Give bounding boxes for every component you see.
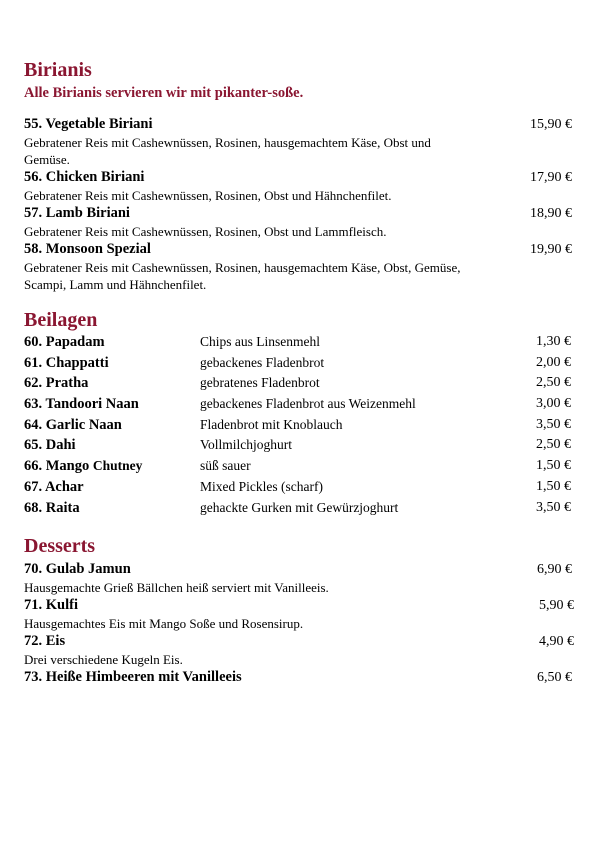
item-description: Drei verschiedene Kugeln Eis. <box>24 652 183 668</box>
menu-item <box>24 668 572 687</box>
item-name: 73. Heiße Himbeeren mit Vanilleeis <box>24 669 242 686</box>
item-name: 65. Dahi <box>24 437 76 454</box>
item-price: 6,50 € <box>537 670 572 686</box>
item-name: 56. Chicken Biriani <box>24 169 145 185</box>
item-name-main: 66. Mango <box>24 458 90 475</box>
item-price: 15,90 € <box>530 117 572 132</box>
item-description: Hausgemachtes Eis mit Mango Soße und Rosensirup. <box>24 616 304 632</box>
item-name <box>24 456 142 477</box>
side-item <box>24 353 572 374</box>
item-price: 6,90 € <box>537 562 572 578</box>
item-name: 61. Chappatti <box>24 354 109 371</box>
section-beilagen <box>24 308 572 518</box>
item-description: Gebratener Reis mit Cashewnüssen, Rosinen, hausgemachtem Käse, Obst, Gemüse, Scampi, Lamm und Hähnchenfilet. <box>24 260 461 292</box>
item-name: 71. Kulfi <box>24 597 78 614</box>
item-name: 64. Garlic Naan <box>24 416 122 433</box>
item-description: Hausgemachte Grieß Bällchen heiß serviert mit Vanilleeis. <box>24 580 329 596</box>
item-description: Gebratener Reis mit Cashewnüssen, Rosinen, Obst und Lammfleisch. <box>24 224 387 239</box>
item-name: 72. Eis <box>24 633 66 650</box>
section-birianis <box>24 58 572 293</box>
section-subtitle: Alle Birianis servieren wir mit pikanter-soße. <box>24 85 304 101</box>
menu-item <box>24 168 572 204</box>
side-item <box>24 477 572 498</box>
menu-item <box>24 240 572 293</box>
item-price: 18,90 € <box>530 206 572 221</box>
menu-item <box>24 632 572 668</box>
section-title: Desserts <box>24 535 96 558</box>
item-description: gebackenes Fladenbrot <box>200 354 325 370</box>
item-price: 3,00 € <box>536 396 571 412</box>
section-title: Birianis <box>24 59 92 81</box>
side-item <box>24 435 572 456</box>
section-title: Beilagen <box>24 309 98 331</box>
item-description: süß sauer <box>200 458 251 474</box>
item-description: Gebratener Reis mit Cashewnüssen, Rosinen, Obst und Hähnchenfilet. <box>24 188 392 203</box>
section-desserts <box>24 534 572 687</box>
item-price: 17,90 € <box>530 170 572 185</box>
item-name: 60. Papadam <box>24 334 105 350</box>
side-item <box>24 498 572 519</box>
item-price: 19,90 € <box>530 242 572 257</box>
item-name: 57. Lamb Biriani <box>24 205 130 221</box>
item-name-suffix: Chutney <box>92 458 143 474</box>
item-name: 70. Gulab Jamun <box>24 561 131 578</box>
item-description: Gebratener Reis mit Cashewnüssen, Rosinen, hausgemachtem Käse, Obst und Gemüse. <box>24 135 431 167</box>
item-price: 3,50 € <box>536 499 571 515</box>
item-name: 63. Tandoori Naan <box>24 396 139 413</box>
item-price: 2,50 € <box>536 437 571 453</box>
menu-item <box>24 596 572 632</box>
item-price: 1,30 € <box>536 334 571 349</box>
item-name: 68. Raita <box>24 499 80 516</box>
item-price: 5,90 € <box>539 598 574 614</box>
item-name: 55. Vegetable Biriani <box>24 116 153 132</box>
item-name: 67. Achar <box>24 478 84 495</box>
item-price: 1,50 € <box>536 478 571 494</box>
side-item <box>24 415 572 436</box>
item-name: 58. Monsoon Spezial <box>24 241 151 257</box>
item-description: Mixed Pickles (scharf) <box>200 478 323 494</box>
item-price: 2,50 € <box>536 375 571 391</box>
item-description: Chips aus Linsenmehl <box>200 334 320 349</box>
item-price: 2,00 € <box>536 354 571 370</box>
side-item <box>24 456 572 477</box>
side-item <box>24 373 572 394</box>
item-description: gebackenes Fladenbrot aus Weizenmehl <box>200 396 416 412</box>
item-description: Fladenbrot mit Knoblauch <box>200 416 343 432</box>
item-price: 3,50 € <box>536 416 571 432</box>
item-description: Vollmilchjoghurt <box>200 437 293 453</box>
side-item <box>24 394 572 415</box>
menu-page <box>24 58 572 687</box>
item-price: 1,50 € <box>536 458 571 474</box>
item-price: 4,90 € <box>539 634 574 650</box>
item-description: gebratenes Fladenbrot <box>200 375 320 391</box>
item-name: 62. Pratha <box>24 375 89 392</box>
menu-item <box>24 560 572 596</box>
side-item <box>24 332 572 353</box>
item-description: gehackte Gurken mit Gewürzjoghurt <box>200 499 399 515</box>
menu-item <box>24 115 572 168</box>
menu-item <box>24 204 572 240</box>
